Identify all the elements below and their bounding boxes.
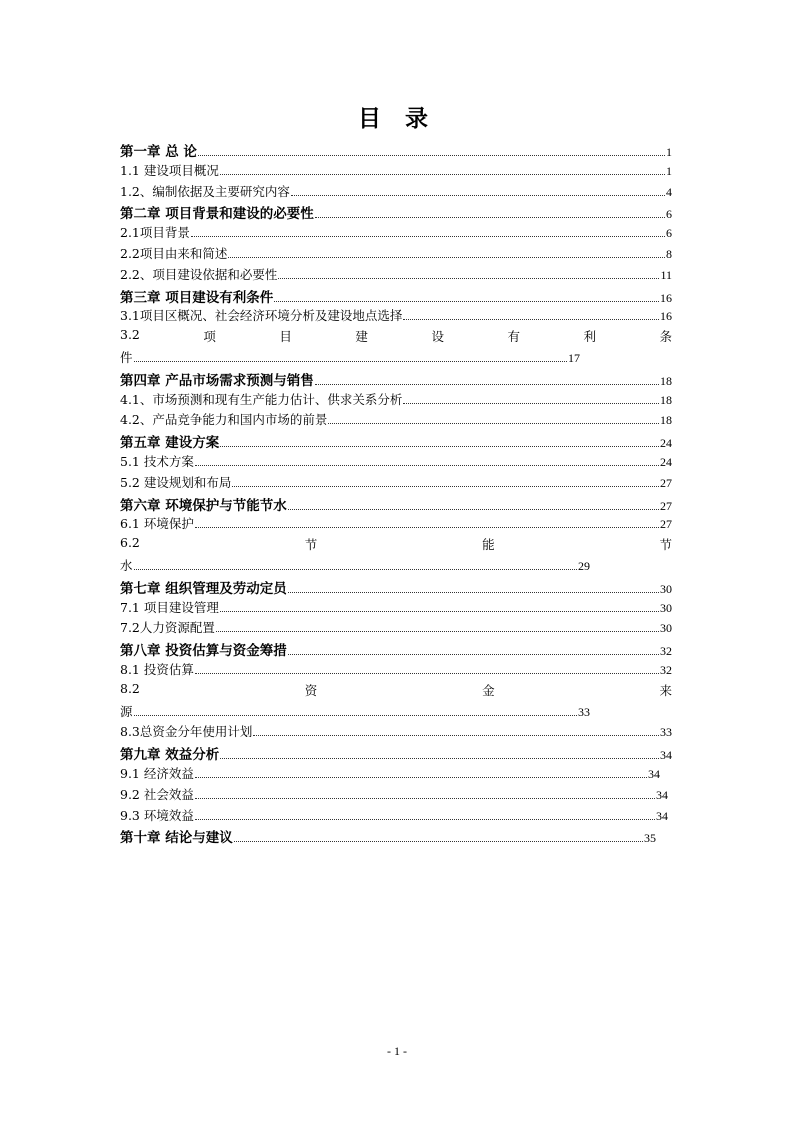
toc-entry-word: 能 [482,537,495,553]
toc-entry-page: 16 [660,290,672,305]
toc-entry-chapter-1[interactable] [120,140,672,161]
dot-leader [288,509,659,510]
dot-leader [220,611,659,612]
toc-entry-word: 目 [279,329,292,345]
toc-entry-page: 33 [578,704,590,719]
toc-entry-label: 1.2、编制依据及主要研究内容 [120,183,290,199]
toc-entry-label: 6.1 环境保护 [120,516,194,532]
toc-entry-page: 6 [666,207,672,222]
dot-leader [198,155,665,156]
toc-entry-label: 9.1 经济效益 [120,765,194,781]
toc-entry-page: 34 [660,748,672,763]
toc-entry-page: 32 [660,662,672,677]
dot-leader [291,195,665,196]
toc-entry-label: 4.2、产品竞争能力和国内市场的前景 [120,412,328,428]
toc-entry-3-2-line1[interactable] [120,327,672,348]
toc-entry-chapter-7[interactable] [120,577,672,598]
dot-leader [220,174,665,175]
toc-entry-page: 8 [666,246,672,261]
dot-leader [315,384,659,385]
toc-entry-page: 18 [660,392,672,407]
toc-entry-page: 32 [660,644,672,659]
toc-entry-2-2[interactable] [120,244,672,265]
toc-entry-label: 第十章 结论与建议 [120,830,233,847]
toc-entry-9-3[interactable] [120,806,668,827]
toc-entry-chapter-8[interactable] [120,639,672,660]
toc-entry-page: 24 [660,454,672,469]
toc-entry-word: 节 [659,537,672,553]
toc-entry-word: 有 [507,329,520,345]
toc-entry-label: 4.1、市场预测和现有生产能力估计、供求关系分析 [120,391,403,407]
toc-entry-label: 第一章 总 论 [120,144,197,160]
toc-entry-8-2-line1[interactable] [120,681,672,702]
toc-entry-label: 第九章 效益分析 [120,747,220,764]
toc-entry-word: 金 [482,682,495,698]
toc-entry-4-2[interactable] [120,410,672,431]
toc-entry-label: 第四章 产品市场需求预测与销售 [120,372,314,389]
toc-entry-label: 9.3 环境效益 [120,807,194,823]
toc-entry-word: 节 [304,537,318,553]
toc-entry-page: 34 [648,766,660,781]
dot-leader [228,257,665,258]
toc-entry-word: 6.2 [120,535,140,551]
toc-entry-chapter-4[interactable] [120,369,672,390]
dot-leader [232,486,659,487]
toc-entry-page: 1 [666,163,672,178]
toc-entry-label: 第三章 项目建设有利条件 [120,289,274,306]
toc-entry-page: 6 [666,226,672,241]
toc-entry-3-2-line2[interactable] [120,348,580,369]
toc-entry-label: 第五章 建设方案 [120,435,220,452]
toc-entry-label: 2.1项目背景 [120,225,190,241]
toc-entry-label: 8.3总资金分年使用计划 [120,724,253,740]
toc-entry-chapter-10[interactable] [120,826,656,847]
toc-entry-7-2[interactable] [120,618,672,639]
toc-entry-label: 2.2项目由来和简述 [120,245,228,261]
toc-entry-page: 16 [660,309,672,324]
toc-entry-8-1[interactable] [120,660,672,681]
dot-leader [220,758,659,759]
toc-entry-2-1[interactable] [120,223,672,244]
dot-leader [191,236,665,237]
toc-entry-5-1[interactable] [120,452,672,473]
toc-entry-word: 资 [304,682,318,698]
dot-leader [278,278,659,279]
toc-entry-page: 30 [660,581,672,596]
toc-entry-page: 34 [656,808,668,823]
toc-entry-page: 30 [660,621,672,636]
dot-leader [403,319,659,320]
table-of-contents [120,140,672,847]
toc-entry-word: 条 [659,329,672,345]
toc-entry-page: 27 [660,498,672,513]
toc-entry-page: 34 [656,787,668,802]
toc-entry-2-2b[interactable] [120,265,672,286]
toc-entry-1-2[interactable] [120,182,672,203]
toc-entry-label: 7.2人力资源配置 [120,620,215,636]
toc-entry-page: 18 [660,413,672,428]
toc-entry-chapter-9[interactable] [120,743,672,764]
toc-entry-word: 8.2 [120,680,140,696]
toc-entry-page: 33 [660,725,672,740]
toc-entry-6-2-line2[interactable] [120,556,590,577]
toc-entry-8-2-line2[interactable] [120,702,590,723]
dot-leader [134,715,577,716]
toc-entry-page: 27 [660,475,672,490]
toc-entry-label: 源 [120,703,133,719]
dot-leader [195,527,659,528]
toc-entry-label: 第二章 项目背景和建设的必要性 [120,206,314,223]
toc-entry-word: 建 [355,329,368,345]
toc-entry-page: 24 [660,436,672,451]
dot-leader [216,631,659,632]
dot-leader [274,301,659,302]
dot-leader [253,735,659,736]
toc-entry-page: 1 [666,145,672,159]
toc-entry-5-2[interactable] [120,473,672,494]
toc-entry-label: 5.2 建设规划和布局 [120,474,232,490]
toc-entry-page: 29 [578,558,590,573]
toc-entry-label: 3.1项目区概况、社会经济环境分析及建设地点选择 [120,308,403,324]
dot-leader [288,654,659,655]
dot-leader [288,592,659,593]
toc-entry-label: 8.1 投资估算 [120,661,194,677]
dot-leader [403,403,659,404]
toc-entry-label: 第六章 环境保护与节能节水 [120,497,287,514]
toc-entry-word: 利 [583,329,596,345]
toc-entry-page: 30 [660,600,672,615]
toc-entry-page: 4 [666,184,672,199]
dot-leader [195,465,659,466]
toc-entry-page: 17 [568,350,580,365]
toc-entry-4-1[interactable] [120,390,672,411]
dot-leader [195,798,655,799]
toc-entry-6-2-line1[interactable] [120,535,672,556]
toc-entry-chapter-2[interactable] [120,202,672,223]
toc-entry-3-1[interactable] [120,306,672,327]
dot-leader [234,841,643,842]
toc-entry-word: 项 [203,329,216,345]
dot-leader [328,423,659,424]
toc-entry-label: 5.1 技术方案 [120,453,194,469]
toc-entry-label: 第七章 组织管理及劳动定员 [120,580,287,597]
toc-entry-page: 27 [660,517,672,532]
toc-entry-label: 2.2、项目建设依据和必要性 [120,266,278,282]
toc-entry-word: 来 [659,682,672,698]
toc-entry-label: 水 [120,557,133,573]
toc-entry-chapter-6[interactable] [120,494,672,515]
dot-leader [134,361,567,362]
page-number-footer: - 1 - [387,1044,407,1058]
dot-leader [220,446,659,447]
toc-entry-label: 件 [120,349,133,365]
toc-entry-9-1[interactable] [120,764,660,785]
toc-entry-word: 3.2 [120,327,140,343]
toc-entry-6-1[interactable] [120,514,672,535]
toc-entry-label: 7.1 项目建设管理 [120,599,219,615]
toc-entry-label: 1.1 建设项目概况 [120,162,219,178]
toc-entry-1-1[interactable] [120,161,672,182]
toc-entry-9-2[interactable] [120,785,668,806]
toc-entry-page: 35 [644,831,656,846]
dot-leader [134,569,577,570]
toc-entry-label: 9.2 社会效益 [120,786,194,802]
toc-entry-8-3[interactable] [120,722,672,743]
page-title: 目 录 [357,106,436,132]
toc-entry-page: 18 [660,373,672,388]
toc-entry-word: 设 [431,329,444,345]
toc-entry-chapter-3[interactable] [120,286,672,307]
dot-leader [195,819,655,820]
dot-leader [195,777,647,778]
toc-entry-page: 11 [660,267,672,282]
toc-entry-7-1[interactable] [120,598,672,619]
dot-leader [315,217,665,218]
toc-entry-chapter-5[interactable] [120,431,672,452]
toc-entry-label: 第八章 投资估算与资金筹措 [120,643,287,660]
dot-leader [195,673,659,674]
